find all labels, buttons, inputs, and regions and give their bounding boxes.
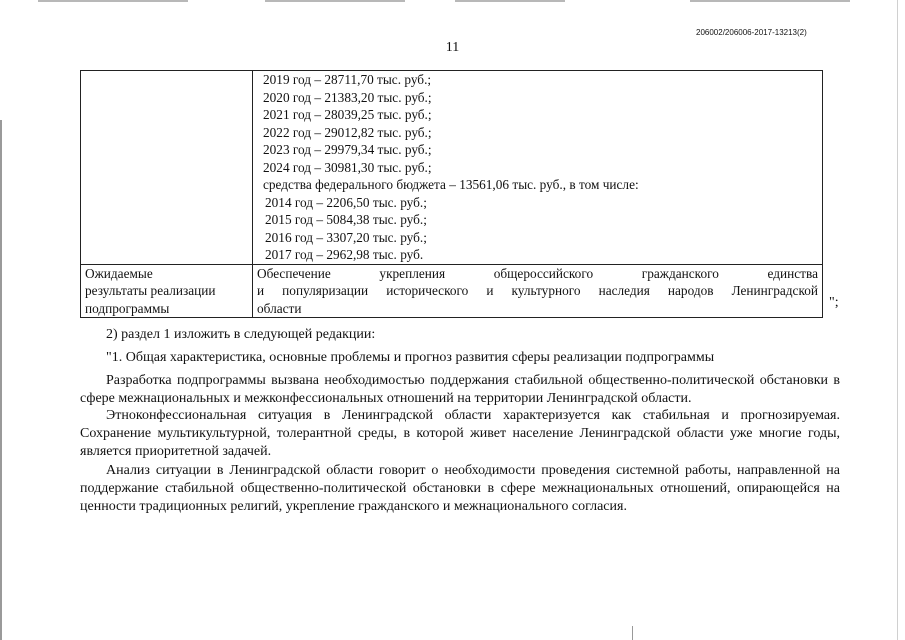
funding-line: 2023 год – 29979,34 тыс. руб.; bbox=[263, 142, 432, 157]
funding-line: 2021 год – 28039,25 тыс. руб.; bbox=[263, 107, 432, 122]
paragraph: Разработка подпрограммы вызвана необходимостью поддержания стабильной общественно-политической обстановки в сфере межнациональных и межконфессиональных отношений на территории Ленинградской области. bbox=[80, 373, 840, 406]
funding-line: средства федерального бюджета – 13561,06 тыс. руб., в том числе: bbox=[263, 177, 639, 192]
page-edge bbox=[0, 120, 2, 640]
scan-artifact bbox=[265, 0, 405, 2]
results-label-cell bbox=[81, 264, 253, 318]
page-number: 11 bbox=[445, 40, 460, 55]
paragraph: Анализ ситуации в Ленинградской области говорит о необходимости проведения системной работы, направленной на поддержание стабильной общественно-политической обстановки в сфере межнациональных отношений, опирающейся на ценности традиционных религий, укрепление гражданского и межнационального согласия. bbox=[80, 463, 840, 514]
scan-artifact bbox=[690, 0, 850, 2]
scan-artifact bbox=[38, 0, 188, 2]
scan-artifact bbox=[455, 0, 565, 2]
funding-line: 2014 год – 2206,50 тыс. руб.; bbox=[265, 194, 427, 210]
table-row bbox=[81, 264, 823, 318]
funding-line: 2015 год – 5084,38 тыс. руб.; bbox=[265, 212, 427, 227]
paragraph: Этноконфессиональная ситуация в Ленинградской области характеризуется как стабильная и прогнозируемая. Сохранение мультикультурной, толерантной среды, в которой живет население Ленинградской области уже многие годы, является приоритетной задачей. bbox=[80, 408, 840, 459]
funding-line: 2017 год – 2962,98 тыс. руб. bbox=[265, 247, 424, 262]
program-passport-table bbox=[80, 70, 823, 318]
funding-line: 2016 год – 3307,20 тыс. руб.; bbox=[265, 229, 427, 245]
document-id: 206002/206006-2017-13213(2) bbox=[696, 28, 807, 37]
table-cell-empty bbox=[81, 71, 253, 265]
funding-line: 2020 год – 21383,20 тыс. руб.; bbox=[263, 89, 432, 105]
results-value-line: Обеспечение укрепления общероссийского гражданского единства bbox=[257, 265, 818, 281]
results-label-line: результаты реализации bbox=[85, 283, 216, 298]
paragraph: 2) раздел 1 изложить в следующей редакции: bbox=[106, 327, 376, 342]
results-value-cell bbox=[253, 264, 823, 318]
funding-line: 2019 год – 28711,70 тыс. руб.; bbox=[263, 72, 432, 87]
results-label-line: Ожидаемые bbox=[85, 265, 153, 281]
page-edge bbox=[897, 0, 898, 640]
results-value-line: области bbox=[257, 300, 302, 316]
results-value-line: и популяризации исторического и культурного наследия народов Ленинградской bbox=[257, 283, 818, 298]
section-heading: "1. Общая характеристика, основные проблемы и прогноз развития сферы реализации подпрограммы bbox=[106, 350, 715, 365]
funding-cell bbox=[253, 71, 823, 265]
scan-artifact bbox=[632, 626, 633, 640]
table-row bbox=[81, 71, 823, 265]
funding-line: 2024 год – 30981,30 тыс. руб.; bbox=[263, 159, 432, 175]
funding-line: 2022 год – 29012,82 тыс. руб.; bbox=[263, 124, 432, 140]
closing-quote: "; bbox=[829, 295, 839, 310]
results-label-line: подпрограммы bbox=[85, 300, 170, 316]
